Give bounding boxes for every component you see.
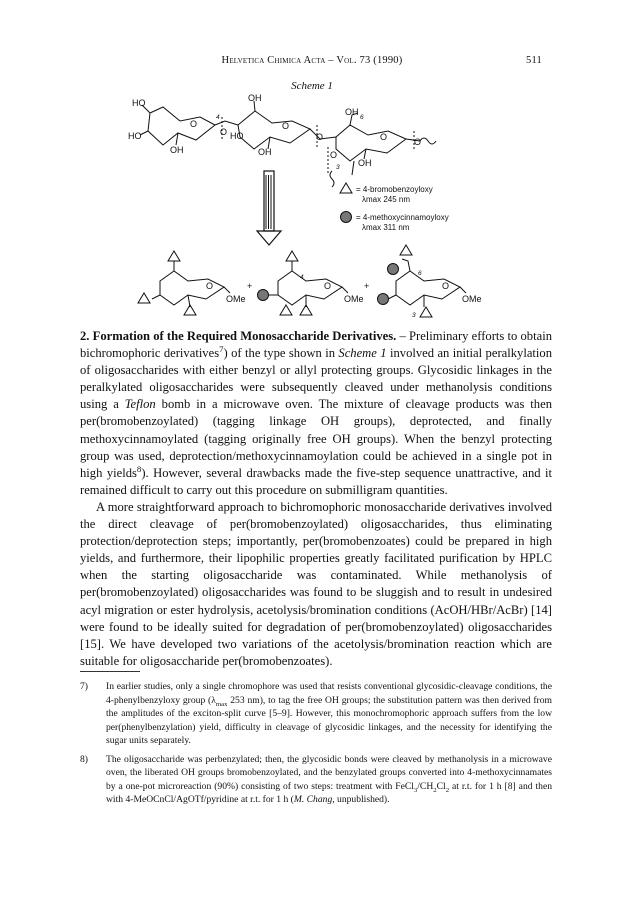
label-oh: OH <box>248 93 262 103</box>
footnote-text: at r.t. for 1 h [8] and then with 4-MeOCnCl/AgOTf/pyridine at r.t. for 1 h ( <box>106 780 552 805</box>
product-2-ring <box>278 271 342 305</box>
label-position-3: 3 <box>336 164 340 171</box>
label-ring-o: O <box>442 281 450 291</box>
label-ring-o: O <box>282 121 290 131</box>
triangle-icon <box>400 245 412 255</box>
label-position-6: 6 <box>360 114 364 121</box>
footnote-number: 7) <box>80 681 88 692</box>
sugar-ring-1 <box>148 107 215 145</box>
footnote-text: 253 nm), to tag the free OH groups; the substitution pattern was then derived from the amplitudes of the exciton-split curve [5–9]. However, this monochromophoric approach suffers from the low per(phenylbenzylation) yield, difficulty in cleavage of glycosidic linkages, and the necessity for identifying the sugar units separately. <box>106 694 553 746</box>
footnote-ref[interactable]: 8 <box>136 463 142 474</box>
label-ring-o: O <box>380 132 388 142</box>
legend-circle-lambda: λmax 311 nm <box>362 223 410 232</box>
paragraph-text: bomb in a microwave oven. The mixture of cleavage products was then per(bromobenzoylated) (tagging linkage OH groups), deprotected, and finally methoxycinnamoylated (tagging originally free OH groups). When the benzyl protecting group was used, deprotection/methoxycinnamoylation could be achieved in a single pot in high yields <box>80 397 552 480</box>
label-position-4: 4 <box>300 274 304 281</box>
triangle-icon <box>280 305 292 315</box>
bromobenzoyloxy-triangle-icon <box>340 183 352 193</box>
reaction-arrowhead <box>257 231 281 245</box>
legend-triangle-lambda: λmax 245 nm <box>362 195 411 204</box>
label-ring-o: O <box>190 119 198 129</box>
label-ome: OMe <box>226 294 246 304</box>
paragraph-text: ). However, several drawbacks made the five-step sequence unattractive, and it remained difficult to carry out this procedure on submilligram quantities. <box>80 465 552 497</box>
label-position-4: 4 <box>216 114 220 121</box>
product-1-ring <box>160 271 224 305</box>
footnote-number: 8) <box>80 753 88 765</box>
scheme-figure <box>130 95 510 320</box>
plus-sign: + <box>364 281 370 291</box>
label-link-o: O <box>316 132 324 142</box>
footnote-rule <box>80 671 140 672</box>
label-oh: OH <box>358 158 372 168</box>
subscript: 3 <box>413 786 418 794</box>
scheme-title: Scheme 1 <box>291 80 333 92</box>
label-position-6: 6 <box>418 270 422 277</box>
footnote-7 <box>80 680 552 748</box>
paragraph-text: ) of the type shown in <box>223 346 339 361</box>
author-name: M. Chang <box>293 794 333 805</box>
footnotes <box>80 680 552 812</box>
footnote-ref[interactable]: 7 <box>219 343 224 354</box>
label-oh: OH <box>170 145 184 155</box>
label-oh: OH <box>258 147 272 157</box>
sugar-ring-2 <box>238 111 310 149</box>
legend-triangle-label: = 4-bromobenzoyloxy <box>356 185 433 194</box>
triangle-icon <box>420 307 432 317</box>
circle-icon <box>378 294 389 305</box>
label-ring-o: O <box>324 281 332 291</box>
label-ring-o: O <box>206 281 214 291</box>
page-number: 511 <box>526 55 542 66</box>
subscript: max <box>215 700 228 708</box>
label-ho: HO <box>128 131 142 141</box>
plus-sign: + <box>247 281 253 291</box>
paragraph-text: – Preliminary efforts to obtain bichromophoric derivatives <box>80 329 552 361</box>
trademark-term: Teflon <box>124 397 156 412</box>
subscript: 2 <box>433 786 437 794</box>
label-position-3: 3 <box>412 312 416 319</box>
label-ome: OMe <box>344 294 364 304</box>
triangle-icon <box>286 251 298 261</box>
legend-circle-label: = 4-methoxycinnamoyloxy <box>356 213 449 222</box>
footnote-text: Cl <box>436 780 446 792</box>
label-ho: HO <box>230 131 244 141</box>
methoxycinnamoyloxy-circle-icon <box>341 212 352 223</box>
section-heading: 2. Formation of the Required Monosaccharide Derivatives. <box>80 329 397 343</box>
section-body <box>80 328 552 670</box>
label-oh: OH <box>345 107 359 117</box>
triangle-icon <box>138 293 150 303</box>
triangle-icon <box>168 251 180 261</box>
circle-icon <box>258 290 269 301</box>
product-3-ring <box>396 271 460 305</box>
footnote-text: The oligosaccharide was perbenzylated; then, the glycosidic bonds were cleaved by methanolysis in a microwave oven, the liberated OH groups bromobenzoylated, and the benzylated groups converted into 4-methoxycinnamates by a one-pot microreaction (90%) consisting of two steps: treatment with FeCl <box>106 753 552 792</box>
circle-icon <box>388 264 399 275</box>
scheme-reference: Scheme 1 <box>338 346 387 361</box>
journal-title: Helvetica Chimica Acta – Vol. 73 (1990) <box>221 55 403 66</box>
label-link-o: O <box>414 137 422 147</box>
paragraph-2: A more straightforward approach to bichromophoric monosaccharide derivatives involved the direct cleavage of per(bromobenzoylated) oligosaccharides, thus eliminating protection/deprotection steps; importantly, per(bromobenzoates) could be prepared in high yields, and furthermore, their lipophilic properties greatly facilitated purification by HPLC when the starting oligosaccharide was contaminated. While methanolysis of per(bromobenzoylated) oligosaccharides was found to be sluggish and to result in undesired acyl migration or ester hydrolysis, acetolysis/bromination conditions (AcOH/HBr/AcBr) [14] were found to be ideally suited for degradation of per(bromobenzoylated) oligosaccharides [15]. We have developed two variations of the acetolysis/bromination reaction which are suitable for oligosaccharide per(bromobenzoates). <box>80 499 552 668</box>
footnote-text: In earlier studies, only a single chromophore was used that resists conventional glycosidic-cleavage conditions, the 4-phenylbenzyloxy group (λ <box>106 681 552 706</box>
label-ho: HO <box>132 98 146 108</box>
footnote-8 <box>80 753 552 807</box>
paragraph-text: involved an initial peralkylation of oligosaccharides with either benzyl or allyl protecting groups. Glycosidic linkages in the peralkylated oligosaccharides were subsequently cleaved under methanolysis conditions using a <box>80 346 552 412</box>
label-link-o: O <box>330 150 338 160</box>
footnote-text: /CH <box>417 780 434 792</box>
sugar-ring-3 <box>336 125 406 161</box>
subscript: 2 <box>445 786 450 794</box>
label-ome: OMe <box>462 294 482 304</box>
footnote-text: , unpublished). <box>332 794 390 805</box>
label-link-o: O <box>220 127 228 137</box>
paragraph-1 <box>80 328 552 499</box>
scheme-drawing <box>130 95 510 320</box>
